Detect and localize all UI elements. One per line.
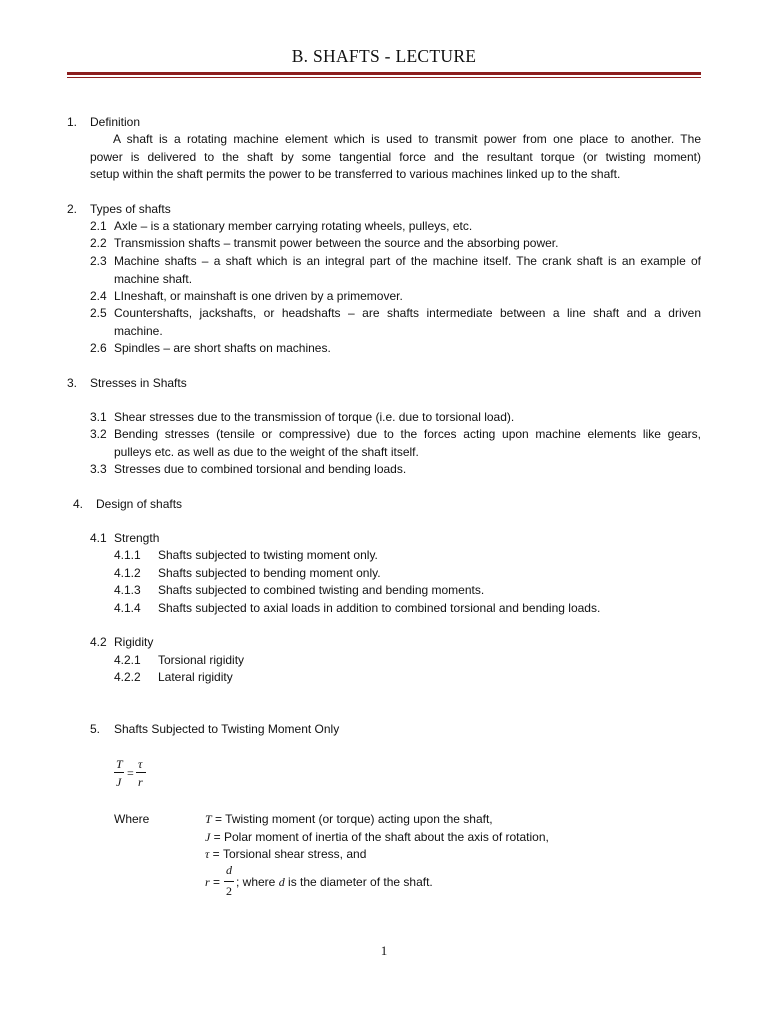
section-5-heading: Shafts Subjected to Twisting Moment Only: [114, 722, 340, 736]
formula-denominator-r: r: [138, 775, 143, 789]
definition-text: [236, 874, 433, 892]
list-item: [114, 305, 701, 340]
list-item-number: 2.6: [90, 341, 107, 355]
symbol: J: [205, 830, 211, 844]
list-item: Lateral rigidity: [158, 670, 233, 684]
fraction-numerator: d: [226, 863, 232, 877]
list-item-number: 4.2.2: [114, 670, 141, 684]
definition-J: [205, 829, 549, 847]
definition-T: [205, 811, 493, 829]
fraction-bar: [224, 881, 234, 882]
list-item: LIneshaft, or mainshaft is one driven by a primemover.: [114, 289, 403, 303]
list-item-number: 3.2: [90, 427, 107, 441]
list-item-number: 3.3: [90, 462, 107, 476]
definition-text: = Torsional shear stress, and: [209, 847, 367, 861]
definition-text-part: ; where: [236, 875, 279, 889]
title-rule-thick: [67, 72, 701, 75]
list-item: Shafts subjected to axial loads in addition to combined torsional and bending loads.: [158, 601, 601, 615]
section-3-number: 3.: [67, 376, 78, 390]
list-item-number: 2.4: [90, 289, 107, 303]
paragraph-line: power is delivered to the shaft by some tangential force and the resultant torque (or twisting moment): [90, 149, 701, 164]
list-item: Shafts subjected to bending moment only.: [158, 566, 381, 580]
list-item-number: 3.1: [90, 410, 107, 424]
title-rule-thin: [67, 77, 701, 78]
formula-numerator-T: T: [116, 757, 123, 771]
definition-text: = Polar moment of inertia of the shaft about the axis of rotation,: [210, 830, 549, 844]
list-item-number: 4.2.1: [114, 653, 141, 667]
symbol: τ: [205, 847, 210, 861]
subsection-number: 4.2: [90, 635, 107, 649]
definition-tau: [205, 846, 366, 864]
list-item-number: 2.2: [90, 236, 107, 250]
list-item-line: Bending stresses (tensile or compressive) due to the forces acting upon machine elements like gears,: [114, 427, 701, 441]
subsection-number: 4.1: [90, 531, 107, 545]
list-item: Shafts subjected to combined twisting and bending moments.: [158, 583, 485, 597]
section-1-heading: Definition: [90, 115, 141, 129]
symbol: r: [205, 875, 210, 889]
symbol: d: [278, 875, 285, 889]
where-label: Where: [114, 812, 150, 826]
list-item-line: pulleys etc. as well as due to the weight of the shaft itself.: [114, 444, 419, 459]
section-2-number: 2.: [67, 202, 78, 216]
section-2-heading: Types of shafts: [90, 202, 171, 216]
list-item-number: 4.1.1: [114, 548, 141, 562]
list-item: Axle – is a stationary member carrying rotating wheels, pulleys, etc.: [114, 219, 473, 233]
list-item: Transmission shafts – transmit power between the source and the absorbing power.: [114, 236, 559, 250]
list-item: Stresses due to combined torsional and bending loads.: [114, 462, 407, 476]
list-item-number: 2.5: [90, 306, 107, 320]
list-item-line: Machine shafts – a shaft which is an integral part of the machine itself. The crank shaft is an example of: [114, 254, 701, 268]
list-item: [114, 253, 701, 288]
torsion-formula: [114, 756, 154, 792]
subsection-heading: Strength: [114, 531, 160, 545]
list-item-line: machine.: [114, 323, 163, 338]
list-item: Spindles – are short shafts on machines.: [114, 341, 331, 355]
equals-sign: =: [213, 875, 221, 889]
fraction-bar: [114, 772, 124, 773]
section-4-heading: Design of shafts: [96, 497, 183, 511]
list-item: Shear stresses due to the transmission of torque (i.e. due to torsional load).: [114, 410, 515, 424]
formula-denominator-J: J: [116, 775, 122, 789]
paragraph-line: A shaft is a rotating machine element which is used to transmit power from one place to another. The: [113, 132, 701, 146]
section-5-number: 5.: [90, 722, 101, 736]
list-item: Shafts subjected to twisting moment only.: [158, 548, 378, 562]
section-4-number: 4.: [73, 497, 84, 511]
list-item-number: 4.1.2: [114, 566, 141, 580]
list-item-line: Countershafts, jackshafts, or headshafts – are shafts intermediate between a line shaft and a driven: [114, 306, 701, 320]
page-title: B. SHAFTS - LECTURE: [291, 46, 477, 66]
definition-r: [205, 862, 505, 902]
equals-sign: =: [127, 766, 134, 780]
list-item-line: machine shaft.: [114, 271, 193, 286]
definition-text: = Twisting moment (or torque) acting upon the shaft,: [211, 812, 493, 826]
fraction-bar: [136, 772, 146, 773]
list-item-number: 2.3: [90, 254, 107, 268]
fraction-denominator: 2: [226, 884, 232, 898]
formula-numerator-tau: τ: [138, 757, 143, 771]
list-item-number: 4.1.3: [114, 583, 141, 597]
page-number: 1: [380, 943, 388, 958]
section-1-number: 1.: [67, 115, 78, 129]
section-3-heading: Stresses in Shafts: [90, 376, 187, 390]
paragraph-line: setup within the shaft permits the power to be transferred to various machines linked up to the shaft.: [90, 167, 621, 181]
list-item-number: 4.1.4: [114, 601, 141, 615]
definition-text-part: is the diameter of the shaft.: [284, 875, 433, 889]
list-item-number: 2.1: [90, 219, 107, 233]
subsection-heading: Rigidity: [114, 635, 154, 649]
symbol: T: [205, 812, 212, 826]
section-1-paragraph: [90, 131, 701, 184]
list-item: Torsional rigidity: [158, 653, 245, 667]
list-item: [114, 426, 701, 461]
